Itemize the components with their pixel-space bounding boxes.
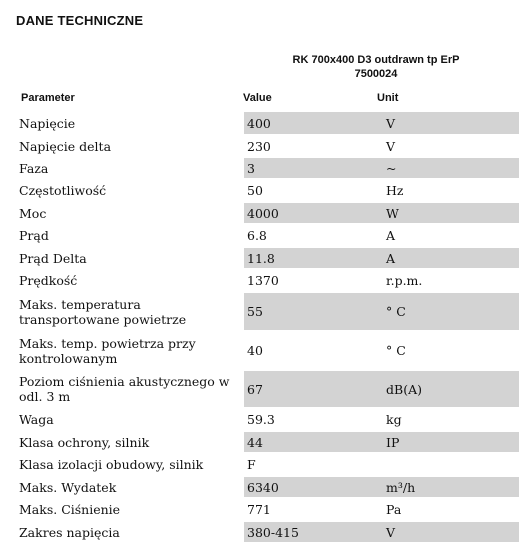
row-unit: A <box>382 247 519 269</box>
row-parameter: Napięcie <box>15 112 244 135</box>
row-parameter: Maks. temp. powietrza przy kontrolowanym <box>15 331 244 370</box>
table-row <box>15 112 519 135</box>
row-value: 771 <box>244 498 382 521</box>
row-unit: ° C <box>382 292 519 331</box>
row-value: 6340 <box>244 476 382 498</box>
table-row <box>15 370 519 408</box>
table-row <box>15 521 519 543</box>
row-parameter: Moc <box>15 202 244 224</box>
row-value: 4000 <box>244 202 382 224</box>
table-row <box>15 331 519 370</box>
document-title: DANE TECHNICZNE <box>16 13 144 28</box>
table-row <box>15 269 519 292</box>
row-value: F <box>244 453 382 476</box>
product-code: 7500024 <box>354 68 398 80</box>
table-row <box>15 224 519 247</box>
header-unit: Unit <box>377 92 399 104</box>
row-parameter: Waga <box>15 408 244 431</box>
row-parameter: Faza <box>15 157 244 179</box>
product-heading <box>236 53 516 81</box>
table-row <box>15 202 519 224</box>
table-row <box>15 476 519 498</box>
row-value: 59.3 <box>244 408 382 431</box>
row-unit: IP <box>382 431 519 453</box>
row-parameter: Napięcie delta <box>15 135 244 157</box>
row-value: 3 <box>244 157 382 179</box>
row-unit: kg <box>382 408 519 431</box>
row-unit: V <box>382 135 519 157</box>
row-parameter: Poziom ciśnienia akustycznego w odl. 3 m <box>15 370 244 408</box>
row-value: 230 <box>244 135 382 157</box>
row-parameter: Zakres napięcia <box>15 521 244 543</box>
table-row <box>15 135 519 157</box>
technical-data-table <box>15 112 519 544</box>
row-unit: dB(A) <box>382 370 519 408</box>
row-unit: r.p.m. <box>382 269 519 292</box>
table-header <box>0 92 524 110</box>
table-row <box>15 179 519 202</box>
row-parameter: Klasa ochrony, silnik <box>15 431 244 453</box>
row-value: 6.8 <box>244 224 382 247</box>
row-unit: A <box>382 224 519 247</box>
table-row <box>15 292 519 331</box>
row-unit: ~ <box>382 157 519 179</box>
table-row <box>15 498 519 521</box>
row-parameter: Prąd Delta <box>15 247 244 269</box>
row-unit: ° C <box>382 331 519 370</box>
table-row <box>15 408 519 431</box>
row-parameter: Maks. temperatura transportowane powietrze <box>15 292 244 331</box>
header-parameter: Parameter <box>21 92 75 104</box>
row-value: 44 <box>244 431 382 453</box>
row-parameter: Prąd <box>15 224 244 247</box>
row-value: 400 <box>244 112 382 135</box>
product-name: RK 700x400 D3 outdrawn tp ErP <box>292 54 460 66</box>
row-unit: Hz <box>382 179 519 202</box>
row-value: 40 <box>244 331 382 370</box>
row-unit: V <box>382 112 519 135</box>
table-row <box>15 431 519 453</box>
row-parameter: Prędkość <box>15 269 244 292</box>
row-value: 1370 <box>244 269 382 292</box>
table-row <box>15 157 519 179</box>
row-unit: m³/h <box>382 476 519 498</box>
row-parameter: Maks. Wydatek <box>15 476 244 498</box>
row-unit: W <box>382 202 519 224</box>
row-value: 50 <box>244 179 382 202</box>
row-parameter: Klasa izolacji obudowy, silnik <box>15 453 244 476</box>
row-parameter: Maks. Ciśnienie <box>15 498 244 521</box>
row-unit: Pa <box>382 498 519 521</box>
table-row <box>15 247 519 269</box>
row-value: 11.8 <box>244 247 382 269</box>
row-value: 67 <box>244 370 382 408</box>
header-value: Value <box>243 92 272 104</box>
row-unit <box>382 453 519 476</box>
row-value: 55 <box>244 292 382 331</box>
table-row <box>15 453 519 476</box>
row-parameter: Częstotliwość <box>15 179 244 202</box>
row-unit: V <box>382 521 519 543</box>
row-value: 380-415 <box>244 521 382 543</box>
